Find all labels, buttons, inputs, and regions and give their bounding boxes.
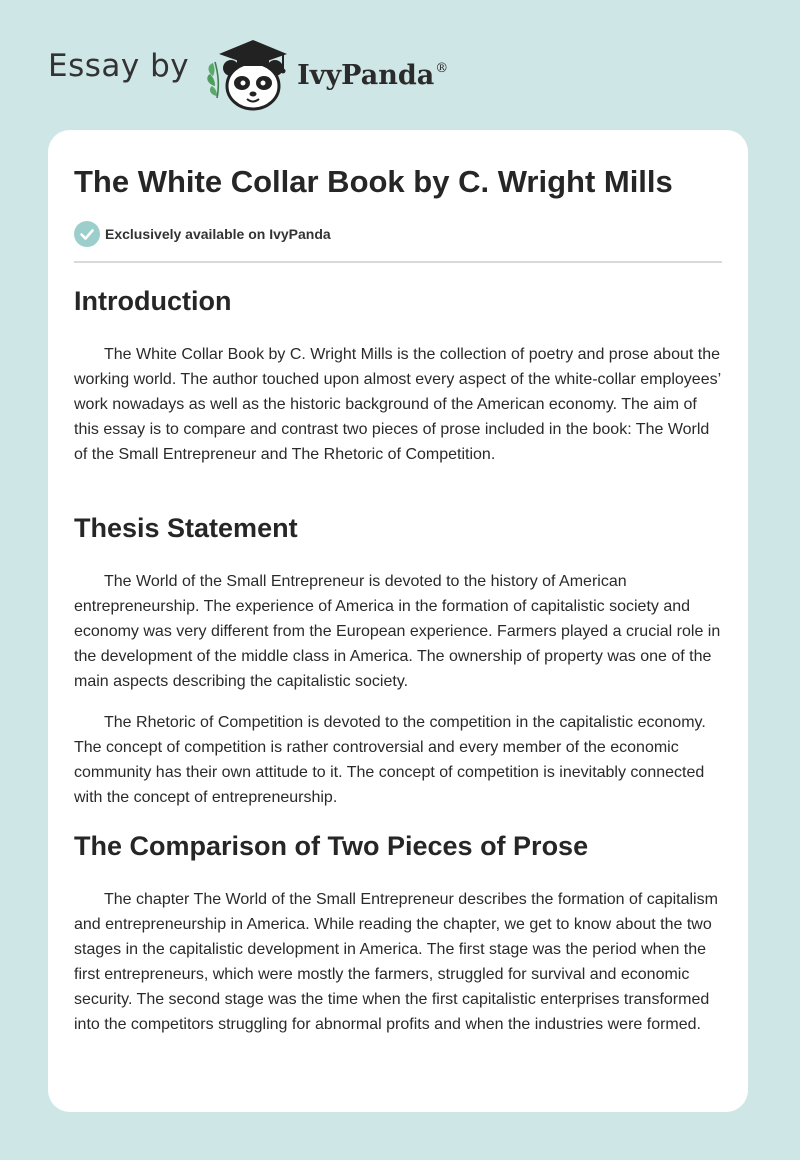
section-heading-thesis: Thesis Statement [74, 513, 298, 543]
registered-mark: ® [435, 60, 449, 76]
brand-name[interactable] [297, 60, 448, 91]
panda-logo-icon[interactable] [203, 32, 295, 112]
site-header [48, 30, 448, 114]
brand-prefix: Essay by [48, 48, 190, 84]
section-heading-comparison: The Comparison of Two Pieces of Prose [74, 831, 589, 861]
essay-card [48, 130, 748, 1112]
title-divider [74, 261, 722, 263]
paragraph-introduction-1: The White Collar Book by C. Wright Mills is the collection of poetry and prose about the working world. The author touched upon almost every aspect of the white-collar employees’ work nowadays as well as the historic background of the American economy. The aim of this essay is to compare and contrast two pieces of prose included in the book: The World of the Small Entrepreneur and The Rhetoric of Competition. [74, 346, 721, 463]
paragraph-thesis-1: The World of the Small Entrepreneur is devoted to the history of American entrepreneurship. The experience of America in the formation of capitalistic society and economy was very different from the European experience. Farmers played a crucial role in the development of the middle class in America. The ownership of property was one of the main aspects describing the capitalistic society. [74, 573, 721, 690]
exclusive-badge [74, 221, 331, 247]
badge-text: Exclusively available on IvyPanda [105, 226, 331, 242]
section-heading-introduction: Introduction [74, 286, 232, 316]
check-circle-icon [74, 221, 100, 247]
paragraph-thesis-2: The Rhetoric of Competition is devoted to the competition in the capitalistic economy. The concept of competition is rather controversial and every member of the economic community has their own attitude to it. The concept of competition is inevitably connected with the concept of entrepreneurship. [74, 714, 706, 806]
paragraph-comparison-1: The chapter The World of the Small Entrepreneur describes the formation of capitalism and entrepreneurship in America. While reading the chapter, we get to know about the two stages in the capitalistic development in America. The first stage was the period when the first entrepreneurs, which were mostly the farmers, struggled for survival and economic security. The second stage was the time when the first capitalistic enterprises transformed into the competitors struggling for abnormal profits and when the industries were formed. [74, 891, 718, 1033]
brand-name-text: IvyPanda [297, 59, 435, 91]
page-title: The White Collar Book by C. Wright Mills [74, 164, 673, 199]
